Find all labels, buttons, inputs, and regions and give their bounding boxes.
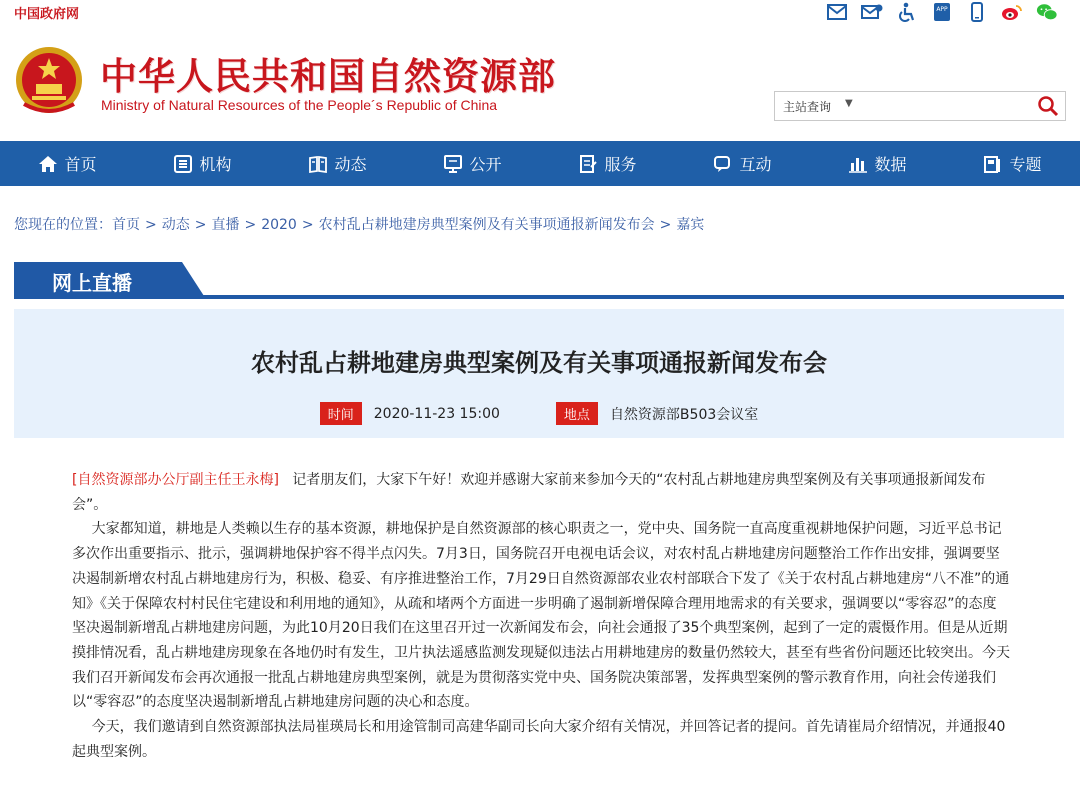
app-icon[interactable] [931,1,953,23]
mobile-icon[interactable] [966,1,988,23]
org-icon [173,154,193,174]
gov-portal-link[interactable]: 中国政府网 [14,7,80,22]
breadcrumb-live[interactable]: 直播 [211,217,240,233]
chat-icon [713,154,733,174]
search-input[interactable] [865,96,1025,116]
home-icon [38,154,58,174]
site-header [0,24,1080,141]
nav-label: 数据 [874,155,907,174]
section-title: 网上直播 [52,271,132,295]
accessibility-icon[interactable] [896,1,918,23]
nav-label: 专题 [1009,155,1042,174]
nav-label: 机构 [199,155,232,174]
search-icon[interactable] [1037,95,1059,117]
nav-item-org[interactable] [135,141,270,186]
transcript-body [72,468,1010,764]
nav-item-interact[interactable] [675,141,810,186]
event-place: 自然资源部B503会议室 [609,406,759,423]
breadcrumb-event[interactable]: 农村乱占耕地建房典型案例及有关事项通报新闻发布会 [318,217,655,233]
top-icons [826,1,1058,23]
message-icon[interactable] [861,1,883,23]
nav-item-news[interactable] [270,141,405,186]
wechat-icon[interactable] [1036,1,1058,23]
site-subtitle: Ministry of Natural Resources of the People´s Republic of China [101,97,498,113]
transcript-paragraph: 今天，我们邀请到自然资源部执法局崔瑛局长和用途管制司高建华副司长向大家介绍有关情况，并回答记者的提问。首先请崔局介绍情况，并通报40起典型案例。 [72,719,1006,760]
nav-item-home[interactable] [0,141,135,186]
nav-item-public[interactable] [405,141,540,186]
public-icon [443,154,463,174]
breadcrumb: 您现在的位置：首页 > 动态 > 直播 > 2020 > 农村乱占耕地建房典型案例及有关事项通报新闻发布会 > 嘉宾 [14,217,705,233]
section-header [14,262,1064,300]
main-nav [0,141,1080,186]
event-time: 2020-11-23 15:00 [373,405,500,422]
mail-icon[interactable] [826,1,848,23]
breadcrumb-guest[interactable]: 嘉宾 [676,217,705,233]
time-label-badge: 时间 [320,402,362,425]
event-title: 农村乱占耕地建房典型案例及有关事项通报新闻发布会 [251,349,827,377]
nav-item-service[interactable] [540,141,675,186]
search-box [774,91,1066,121]
site-title: 中华人民共和国自然资源部 [100,55,556,98]
nav-item-topic[interactable] [945,141,1080,186]
nav-item-data[interactable] [810,141,945,186]
event-banner [14,309,1064,438]
nav-label: 公开 [469,155,502,174]
caret-down-icon[interactable]: ▼ [845,98,853,109]
speaker-name: [自然资源部办公厅副主任王永梅] [72,472,279,488]
svg-text:APP: APP [936,6,948,13]
news-icon [308,154,328,174]
nav-label: 互动 [739,155,772,174]
weibo-icon[interactable] [1001,1,1023,23]
place-label-badge: 地点 [556,402,598,425]
search-scope-select[interactable]: 主站查询 [783,100,832,114]
transcript-paragraph: 大家都知道，耕地是人类赖以生存的基本资源，耕地保护是自然资源部的核心职责之一，党中央、国务院一直高度重视耕地保护问题，习近平总书记多次作出重要指示、批示，强调耕地保护容不得半点闪失。7月3日，国务院召开电视电话会议，对农村乱占耕地建房问题整治工作作出安排，强调要坚决遏制新增农村乱占耕地建房行为，积极、稳妥、有序推进整治工作，7月29日自然资源部农业农村部联合下发了《关于农村乱占耕地建房“八不准”的通知》《关于保障农村村民住宅建设和利用地的通知》，从疏和堵两个方面进一步明确了遏制新增保障合理用地需求的有关要求，强调要以“零容忍”的态度坚决遏制新增乱占耕地建房问题，为此10月20日我们在这里召开过一次新闻发布会，向社会通报了35个典型案例，起到了一定的震慑作用。但是从近期摸排情况看，乱占耕地建房现象在各地仍时有发生，卫片执法遥感监测发现疑似违法占用耕地建房的数量仍然较大，甚至有些省份问题还比较突出。今天我们召开新闻发布会再次通报一批乱占耕地建房典型案例，就是为贯彻落实党中央、国务院决策部署，发挥典型案例的警示教育作用，向社会传递我们以“零容忍”的态度坚决遏制新增乱占耕地建房问题的决心和态度。 [72,521,1010,711]
breadcrumb-news[interactable]: 动态 [161,217,190,233]
data-icon [848,154,868,174]
nav-label: 首页 [64,155,97,174]
event-meta [14,402,1064,425]
paragraph-text: 记者朋友们，大家下午好！欢迎并感谢大家前来参加今天的“农村乱占耕地建房典型案例及有关事项通报新闻发布会”。 [72,472,986,513]
transcript-paragraph [72,468,1010,517]
nav-label: 动态 [334,155,367,174]
breadcrumb-prefix: 您现在的位置： [14,217,112,233]
topic-icon [983,154,1003,174]
breadcrumb-home[interactable]: 首页 [112,217,140,233]
top-bar [0,0,1080,24]
breadcrumb-year[interactable]: 2020 [261,217,297,233]
service-icon [578,154,598,174]
national-emblem-icon [14,44,84,118]
nav-label: 服务 [604,155,637,174]
